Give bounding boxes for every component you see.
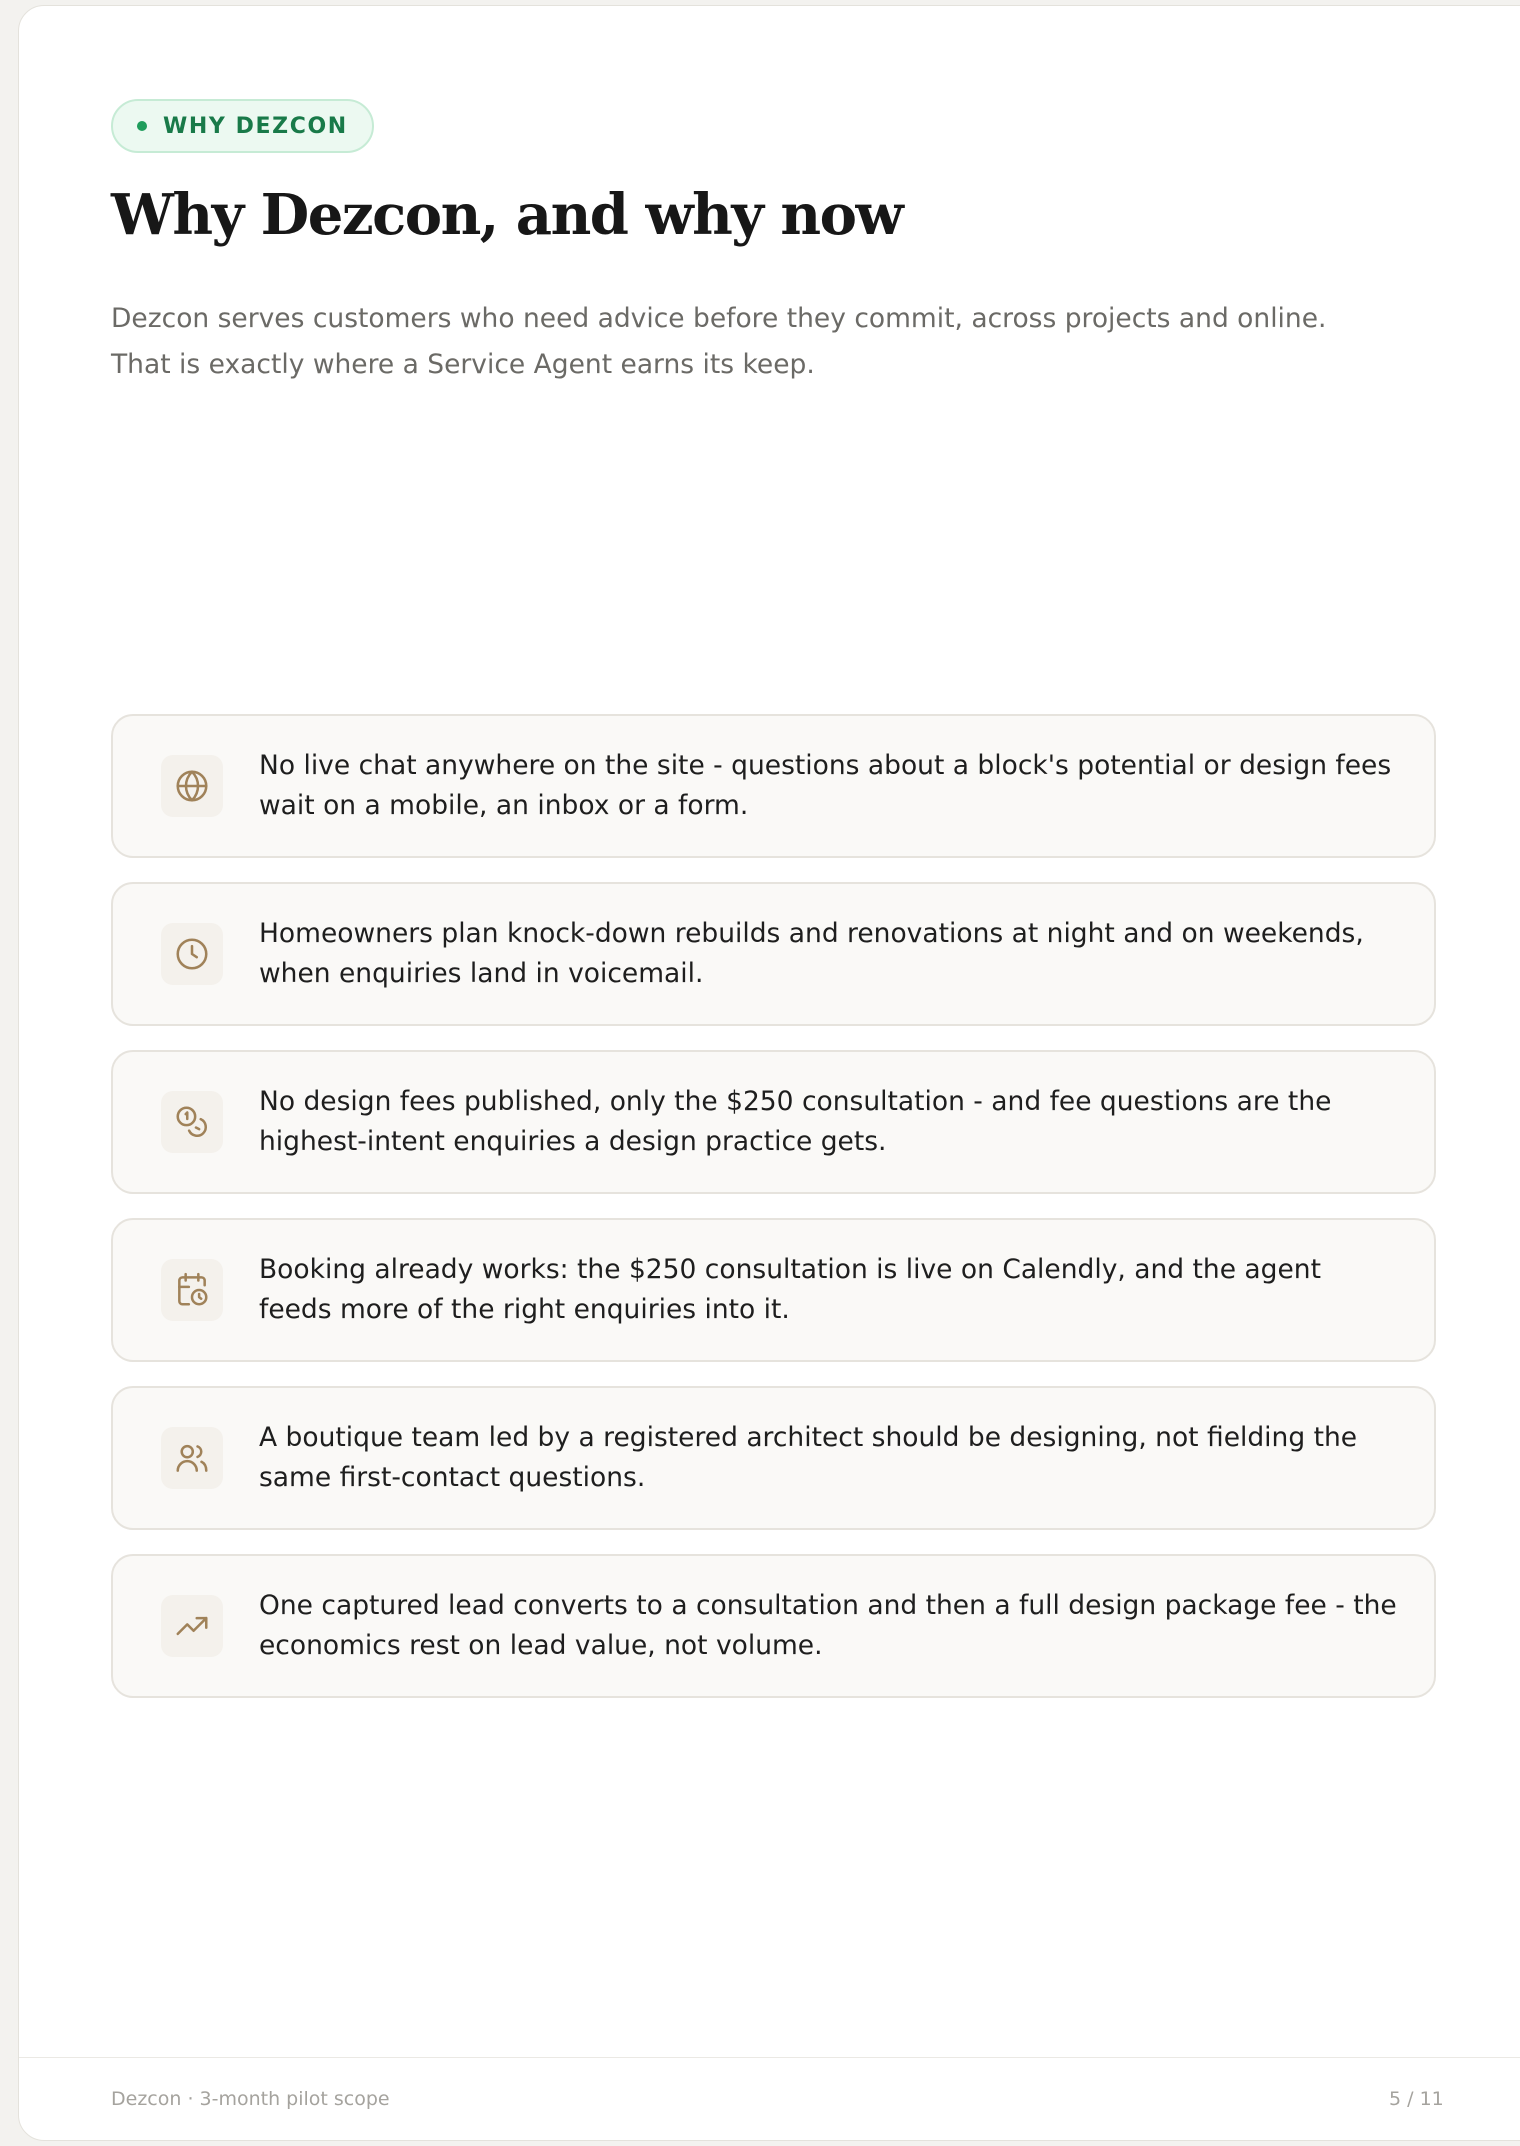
reason-card xyxy=(111,1050,1436,1194)
page-number: 5 / 11 xyxy=(1389,2088,1444,2110)
reason-card xyxy=(111,1386,1436,1530)
reason-text: No live chat anywhere on the site - questions about a block's potential or design fees wait on a mobile, an inbox or a form. xyxy=(259,750,1392,821)
reason-card xyxy=(111,882,1436,1026)
reason-text: Homeowners plan knock-down rebuilds and renovations at night and on weekends, when enquiries land in voicemail. xyxy=(259,918,1364,989)
intro-line-2: That is exactly where a Service Agent earns its keep. xyxy=(111,349,815,380)
slide-page xyxy=(18,5,1520,2141)
reason-text: Booking already works: the $250 consultation is live on Calendly, and the agent feeds more of the right enquiries into it. xyxy=(259,1254,1321,1325)
footer-caption: Dezcon · 3-month pilot scope xyxy=(111,2088,390,2110)
section-badge xyxy=(111,99,374,153)
reason-card xyxy=(111,1554,1436,1698)
reason-text: A boutique team led by a registered architect should be designing, not fielding the same first-contact questions. xyxy=(259,1422,1358,1493)
intro-paragraph xyxy=(111,296,1431,388)
trending-up-icon xyxy=(161,1595,223,1657)
reason-card xyxy=(111,1218,1436,1362)
reason-text: One captured lead converts to a consultation and then a full design package fee - the economics rest on lead value, not volume. xyxy=(259,1590,1397,1661)
section-badge-label: WHY DEZCON xyxy=(163,113,348,139)
globe-icon xyxy=(161,755,223,817)
clock-icon xyxy=(161,923,223,985)
reason-text: No design fees published, only the $250 consultation - and fee questions are the highest-intent enquiries a design practice gets. xyxy=(259,1086,1332,1157)
coins-icon xyxy=(161,1091,223,1153)
badge-dot-icon xyxy=(137,121,147,131)
users-icon xyxy=(161,1427,223,1489)
page-footer xyxy=(19,2057,1520,2141)
reason-card xyxy=(111,714,1436,858)
calendar-clock-icon xyxy=(161,1259,223,1321)
reasons-list xyxy=(111,714,1436,1722)
page-title: Why Dezcon, and why now xyxy=(111,182,903,248)
intro-line-1: Dezcon serves customers who need advice before they commit, across projects and online. xyxy=(111,303,1327,334)
